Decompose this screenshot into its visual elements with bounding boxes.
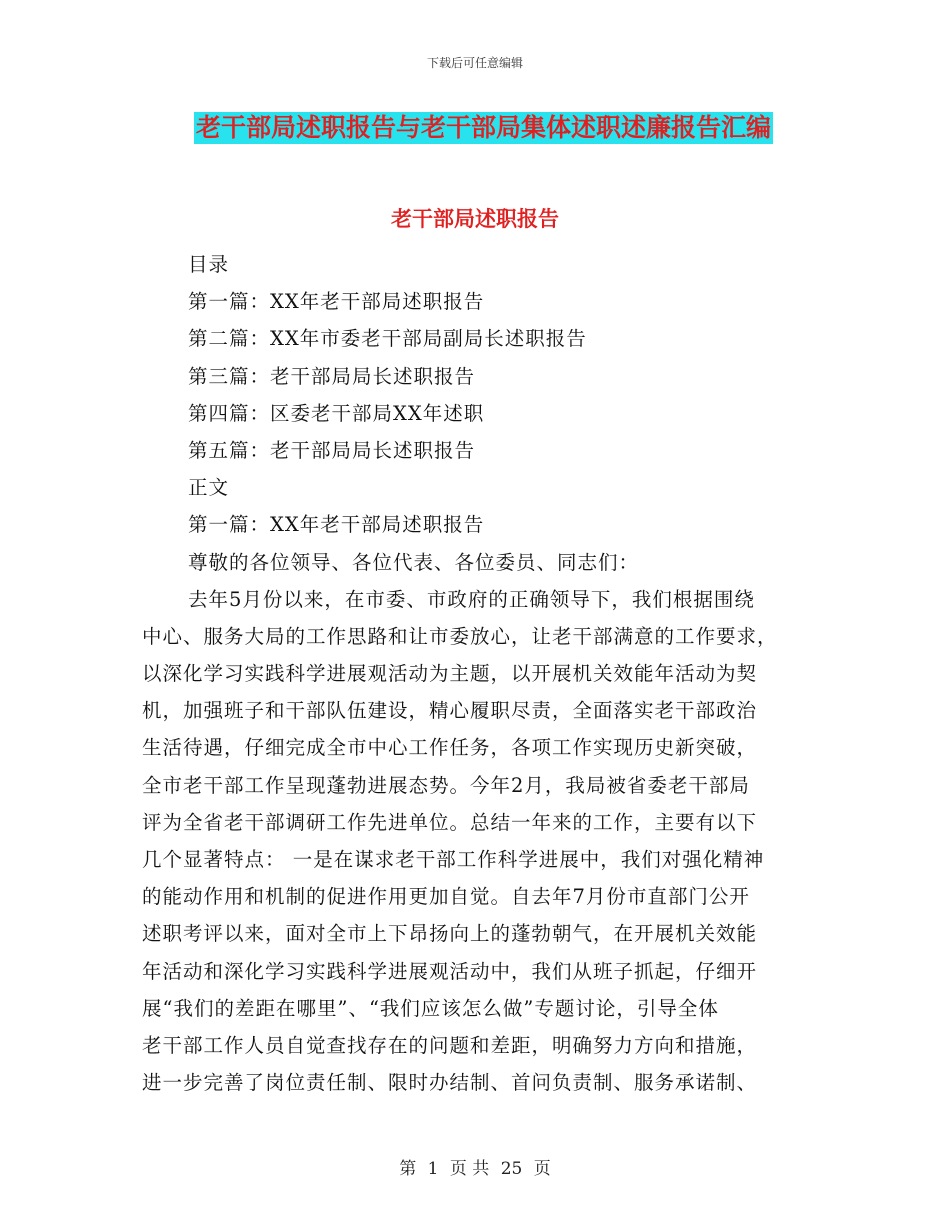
paragraph-line: 中心、服务大局的工作思路和让市委放心，让老干部满意的工作要求，	[142, 624, 778, 648]
salutation: 尊敬的各位领导、各位代表、各位委员、同志们：	[188, 550, 640, 574]
page-footer	[0, 1154, 950, 1179]
toc-item: 第四篇：区委老干部局XX年述职	[188, 401, 485, 425]
paragraph-line: 以深化学习实践科学进展观活动为主题，以开展机关效能年活动为契	[142, 662, 758, 686]
paragraph-line: 述职考评以来，面对全市上下昂扬向上的蓬勃朝气，在开展机关效能	[142, 922, 758, 946]
body-heading: 正文	[188, 476, 230, 500]
paragraph-line: 年活动和深化学习实践科学进展观活动中，我们从班子抓起，仔细开	[142, 959, 758, 983]
footer-middle: 页 共	[449, 1159, 490, 1179]
header-note: 下载后可任意编辑	[426, 56, 523, 70]
paragraph-line: 展“我们的差距在哪里”、“我们应该怎么做”专题讨论，引导全体	[142, 996, 719, 1020]
toc-heading: 目录	[188, 253, 230, 276]
paragraph-line: 去年5月份以来，在市委、市政府的正确领导下，我们根据围绕	[188, 587, 755, 611]
footer-total-pages: 25	[500, 1159, 523, 1179]
paragraph-line: 评为全省老干部调研工作先进单位。总结一年来的工作，主要有以下	[142, 810, 758, 834]
paragraph-line: 机，加强班子和干部队伍建设，精心履职尽责，全面落实老干部政治	[142, 699, 758, 723]
footer-suffix: 页	[533, 1159, 551, 1179]
document-body	[142, 246, 802, 1101]
paragraph-line: 几个显著特点： 一是在谋求老干部工作科学进展中，我们对强化精神	[142, 848, 765, 871]
paragraph-line: 老干部工作人员自觉查找存在的问题和差距，明确努力方向和措施，	[142, 1033, 758, 1057]
toc-item: 第五篇：老干部局局长述职报告	[188, 438, 476, 462]
chapter-title: 第一篇：XX年老干部局述职报告	[188, 513, 485, 537]
paragraph-line: 的能动作用和机制的促进作用更加自觉。自去年7月份市直部门公开	[142, 885, 750, 909]
paragraph-line: 全市老干部工作呈现蓬勃进展态势。今年2月，我局被省委老干部局	[142, 773, 750, 797]
toc-item: 第二篇：XX年市委老干部局副局长述职报告	[188, 327, 587, 351]
footer-prefix: 第	[399, 1159, 417, 1179]
toc-item: 第一篇：XX年老干部局述职报告	[188, 290, 485, 314]
section-title: 老干部局述职报告	[391, 207, 559, 231]
toc-item: 第三篇：老干部局局长述职报告	[188, 364, 476, 388]
document-title: 老干部局述职报告与老干部局集体述职述廉报告汇编	[196, 113, 772, 142]
paragraph-line: 进一步完善了岗位责任制、限时办结制、首问负责制、服务承诺制、	[142, 1071, 758, 1095]
footer-page-number: 1	[427, 1159, 439, 1179]
paragraph-line: 生活待遇，仔细完成全市中心工作任务，各项工作实现历史新突破，	[142, 736, 758, 760]
